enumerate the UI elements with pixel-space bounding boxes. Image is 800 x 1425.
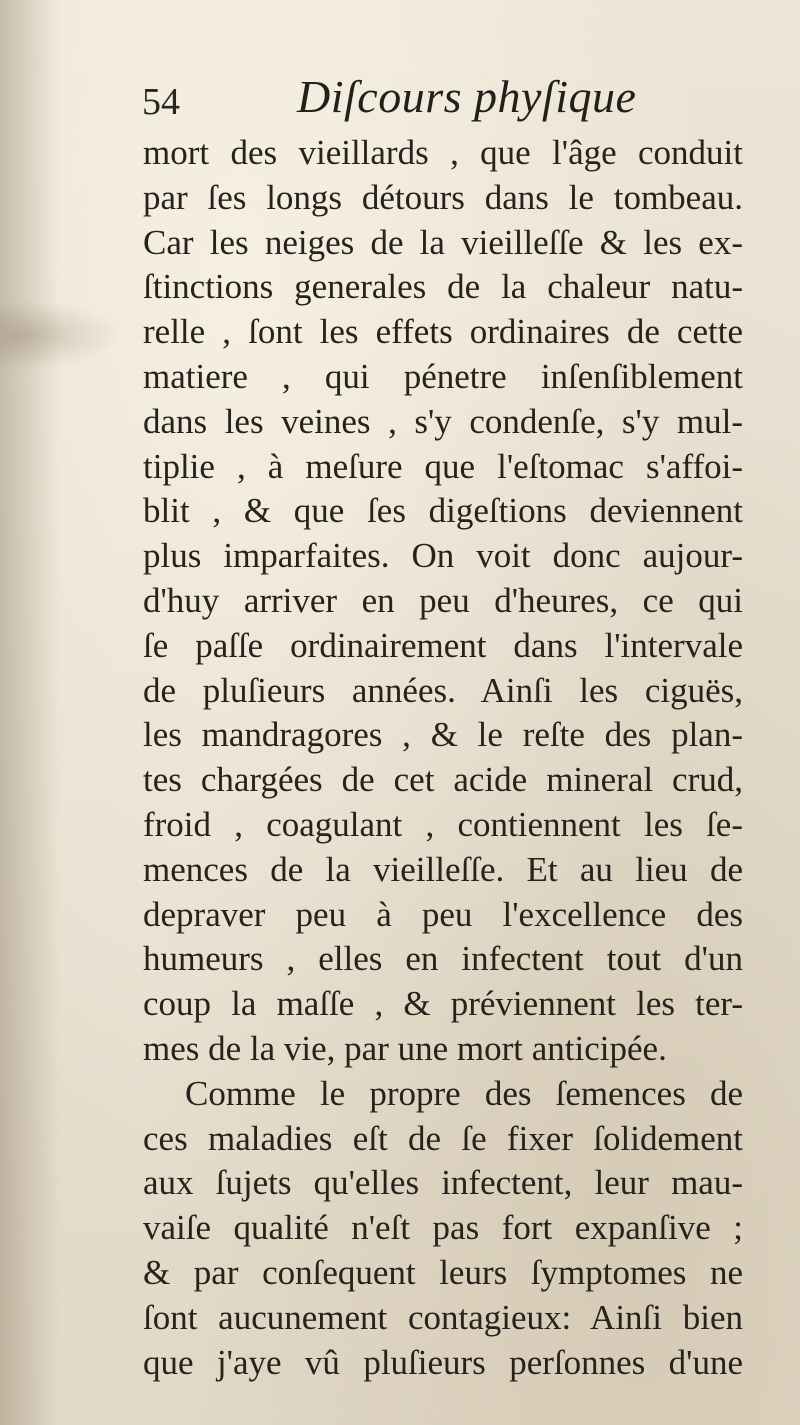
running-title: Diſcours phyſique xyxy=(297,71,637,122)
text-line: les mandragores , & le reſte des plan- xyxy=(143,715,743,755)
text-line: vaiſe qualité n'eſt pas fort expanſive ; xyxy=(143,1208,743,1248)
text-line: que j'aye vû pluſieurs perſonnes d'une xyxy=(143,1342,743,1382)
text-line: humeurs , elles en infectent tout d'un xyxy=(143,939,743,979)
text-line: & par conſequent leurs ſymptomes ne xyxy=(143,1252,743,1292)
text-line: tes chargées de cet acide mineral crud, xyxy=(143,760,743,800)
body-text xyxy=(143,131,743,1385)
text-line: relle , ſont les effets ordinaires de cette xyxy=(143,312,743,352)
text-line: matiere , qui pénetre inſenſiblement xyxy=(143,356,743,396)
text-line: froid , coagulant , contiennent les ſe- xyxy=(143,804,743,844)
text-line: ſtinctions generales de la chaleur natu- xyxy=(143,267,743,307)
text-line: ces maladies eſt de ſe fixer ſolidement xyxy=(143,1118,743,1158)
text-line: Car les neiges de la vieilleſſe & les ex- xyxy=(143,222,743,262)
text-line: coup la maſſe , & préviennent les ter- xyxy=(143,984,743,1024)
text-line: ſont aucunement contagieux: Ainſi bien xyxy=(143,1297,743,1337)
text-line: mences de la vieilleſſe. Et au lieu de xyxy=(143,849,743,889)
text-line: Comme le propre des ſemences de xyxy=(185,1073,743,1113)
text-line: d'huy arriver en peu d'heures, ce qui xyxy=(143,580,743,620)
page-number: 54 xyxy=(142,81,180,123)
text-line: de pluſieurs années. Ainſi les ciguës, xyxy=(143,670,743,710)
text-line: depraver peu à peu l'excellence des xyxy=(143,894,743,934)
text-line: dans les veines , s'y condenſe, s'y mul- xyxy=(143,401,743,441)
page-header xyxy=(142,70,762,130)
binding-shadow xyxy=(0,0,60,1425)
text-line: par ſes longs détours dans le tombeau. xyxy=(143,177,743,217)
text-line: tiplie , à meſure que l'eſtomac s'affoi- xyxy=(143,446,743,486)
text-line: mort des vieillards , que l'âge conduit xyxy=(143,133,743,172)
text-line: ſe paſſe ordinairement dans l'intervale xyxy=(143,625,743,665)
text-line: plus imparfaites. On voit donc aujour- xyxy=(143,536,743,576)
text-line: blit , & que ſes digeſtions deviennent xyxy=(143,491,743,531)
text-line: mes de la vie, par une mort anticipée. xyxy=(143,1028,667,1068)
text-line: aux ſujets qu'elles infectent, leur mau- xyxy=(143,1163,743,1203)
paper-stain xyxy=(0,300,120,370)
